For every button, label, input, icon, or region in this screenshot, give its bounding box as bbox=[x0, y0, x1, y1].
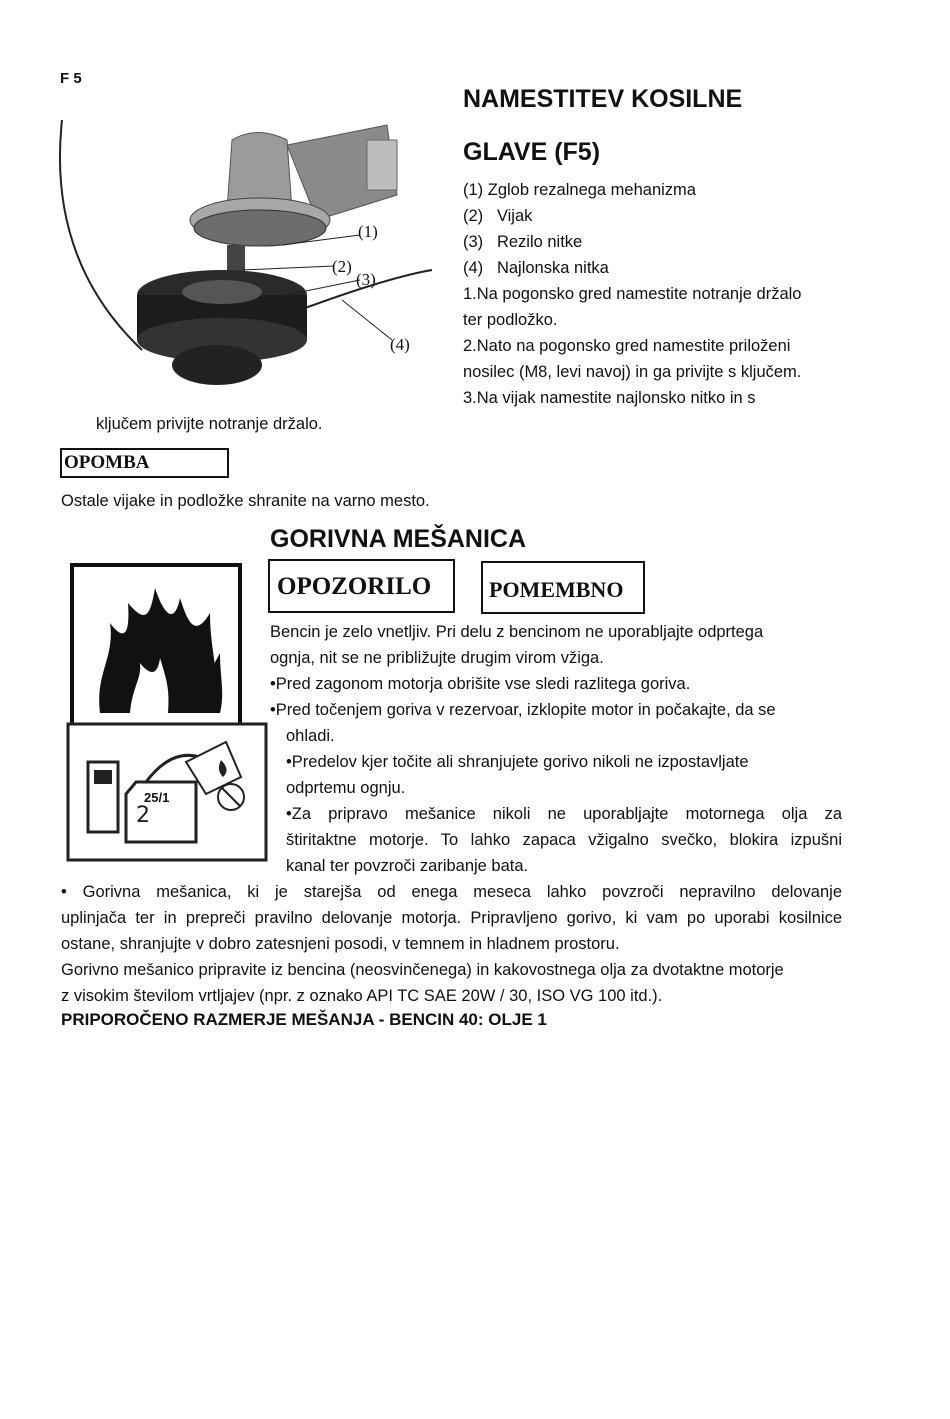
important-label: POMEMBNO bbox=[489, 577, 624, 602]
fuel-line: ohladi. bbox=[286, 727, 335, 745]
fuel-line: štiritaktne motorje. To lahko zapaca vžigalno svečko, blokira izpušni bbox=[286, 831, 842, 849]
fuel-line: Bencin je zelo vnetljiv. Pri delu z bencinom ne uporabljajte odprtega bbox=[270, 623, 764, 641]
mix-line: Gorivno mešanico pripravite iz bencina (neosvinčenega) in kakovostnega olja za dvotaktne motorje bbox=[61, 961, 784, 979]
callout-3: (3) bbox=[356, 270, 376, 289]
step-line: nosilec (M8, levi navoj) in ga privijte s ključem. bbox=[463, 363, 802, 381]
step-line-continued: ključem privijte notranje držalo. bbox=[96, 415, 323, 433]
step-line: 1.Na pogonsko gred namestite notranje držalo bbox=[463, 285, 802, 303]
parts-list bbox=[463, 177, 801, 411]
note-text: Ostale vijake in podložke shranite na varno mesto. bbox=[61, 492, 430, 510]
mix-ratio-line: PRIPOROČENO RAZMERJE MEŠANJA - BENCIN 40: OLJE 1 bbox=[61, 1010, 547, 1029]
canister-ratio-label: 25/1 bbox=[144, 790, 170, 805]
trimmer-head-photo bbox=[42, 100, 437, 400]
mix-line: uplinjača ter in prepreči pravilno delovanje motorja. Pripravljeno gorivo, ki vam po uporabi kosilnice bbox=[61, 909, 842, 927]
mix-line: z visokim številom vrtljajev (npr. z oznako API TC SAE 20W / 30, ISO VG 100 itd.). bbox=[61, 987, 663, 1005]
fuel-mix-heading: GORIVNA MEŠANICA bbox=[270, 525, 527, 553]
fuel-mix-text bbox=[61, 879, 842, 1009]
step-line: ter podložko. bbox=[463, 311, 558, 329]
step-line: 2.Nato na pogonsko gred namestite priloženi bbox=[463, 337, 791, 355]
callout-2: (2) bbox=[332, 257, 352, 276]
callout-4: (4) bbox=[390, 335, 410, 354]
svg-text:2: 2 bbox=[136, 803, 150, 828]
fuel-line: •Predelov kjer točite ali shranjujete gorivo nikoli ne izpostavljate bbox=[286, 753, 749, 771]
part-item-3: (3) Rezilo nitke bbox=[463, 233, 583, 251]
note-label-box bbox=[60, 448, 229, 478]
mix-line: • Gorivna mešanica, ki je starejša od enega meseca lahko povzroči nepravilno delovanje bbox=[61, 883, 842, 901]
important-label-box bbox=[481, 561, 645, 614]
fuel-station-icon bbox=[66, 722, 268, 862]
fuel-line: •Pred zagonom motorja obrišite vse sledi razlitega goriva. bbox=[270, 675, 691, 693]
part-item-2: (2) Vijak bbox=[463, 207, 533, 225]
section-heading-line1: NAMESTITEV KOSILNE bbox=[463, 85, 743, 113]
callout-1: (1) bbox=[358, 222, 378, 241]
fuel-line: ognja, nit se ne približujte drugim virom vžiga. bbox=[270, 649, 604, 667]
note-label: OPOMBA bbox=[64, 452, 150, 473]
fuel-line: •Za pripravo mešanice nikoli ne uporabljajte motornega olja za bbox=[286, 805, 842, 823]
part-item-4: (4) Najlonska nitka bbox=[463, 259, 609, 277]
figure-label: F 5 bbox=[60, 70, 82, 87]
warning-label: OPOZORILO bbox=[277, 573, 432, 600]
step-line: 3.Na vijak namestite najlonsko nitko in s bbox=[463, 389, 756, 407]
warning-label-box bbox=[268, 559, 455, 613]
fuel-line: •Pred točenjem goriva v rezervoar, izklopite motor in počakajte, da se bbox=[270, 701, 776, 719]
fuel-line: odprtemu ognju. bbox=[286, 779, 406, 797]
flame-icon bbox=[70, 563, 242, 735]
part-item-1: (1) Zglob rezalnega mehanizma bbox=[463, 181, 696, 199]
fuel-warning-text bbox=[270, 619, 842, 879]
mix-line: ostane, shranjujte v dobro zatesnjeni posodi, v temnem in hladnem prostoru. bbox=[61, 935, 620, 953]
section-heading-line2: GLAVE (F5) bbox=[463, 138, 601, 166]
fuel-line: kanal ter povzroči zaribanje bata. bbox=[286, 857, 529, 875]
